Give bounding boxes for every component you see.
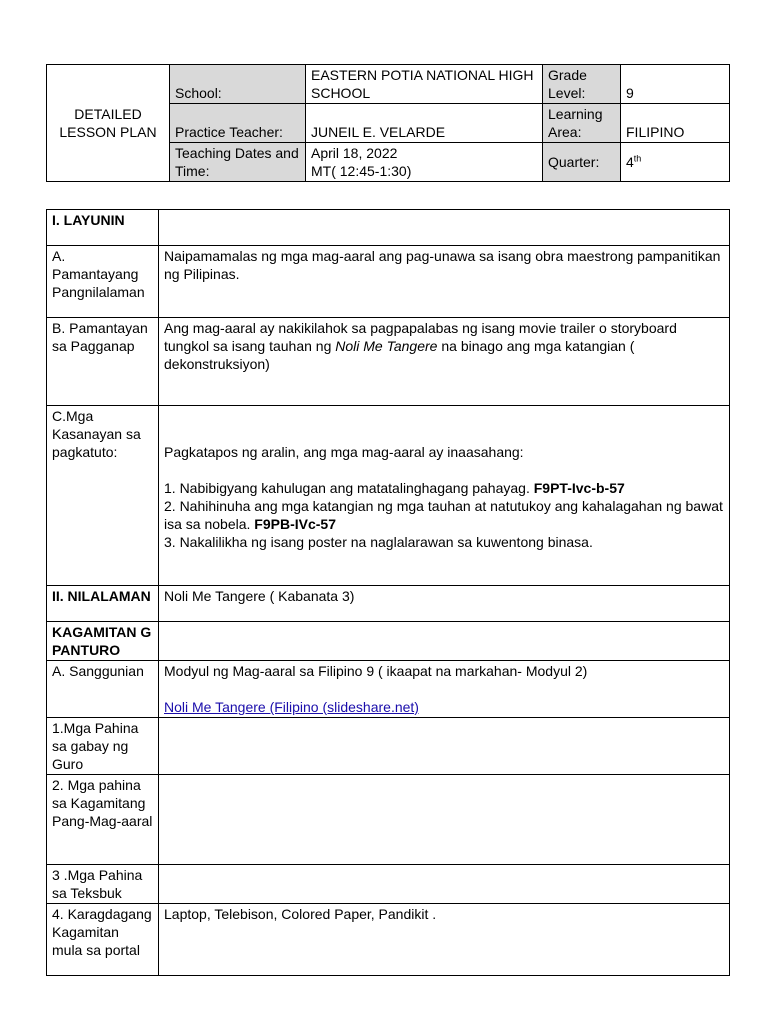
area-value: FILIPINO bbox=[621, 104, 730, 143]
kasanayan-label: C.Mga Kasanayan sa pagkatuto: bbox=[47, 406, 159, 586]
dates-value bbox=[306, 143, 543, 182]
kasanayan-value bbox=[159, 406, 730, 586]
teacher-label: Practice Teacher: bbox=[170, 104, 306, 143]
lesson-plan-table bbox=[46, 209, 730, 976]
kagamitan-label: KAGAMITAN G PANTURO bbox=[47, 622, 159, 661]
competency-code: F9PB-IVc-57 bbox=[254, 516, 336, 532]
quarter-suffix: th bbox=[633, 153, 642, 164]
competency-code: F9PT-Ivc-b-57 bbox=[533, 480, 625, 496]
pagganap-label: B. Pamantayan sa Pagganap bbox=[47, 318, 159, 406]
kagamitang-label: 2. Mga pahina sa Kagamitang Pang-Mag-aaral bbox=[47, 775, 159, 865]
dates-line1: April 18, 2022 bbox=[311, 145, 398, 161]
pagganap-post: na binago ang mga katangian ( dekonstruksiyon) bbox=[164, 338, 635, 372]
layunin-value bbox=[159, 210, 730, 246]
pagganap-title: Noli Me Tangere bbox=[335, 338, 438, 354]
quarter-label: Quarter: bbox=[543, 143, 621, 182]
teksbuk-label: 3 .Mga Pahina sa Teksbuk bbox=[47, 865, 159, 904]
sanggunian-text: Modyul ng Mag-aaral sa Filipino 9 ( ikaapat na markahan- Modyul 2) bbox=[164, 663, 588, 679]
sanggunian-label: A. Sanggunian bbox=[47, 661, 159, 718]
dates-line2: MT( 12:45-1:30) bbox=[311, 163, 412, 179]
grade-label: Grade Level: bbox=[543, 65, 621, 104]
kagamitang-value bbox=[159, 775, 730, 865]
pagganap-pre: Ang mag-aaral ay nakikilahok sa pagpapalabas ng isang movie trailer o storyboard tungkol sa isang tauhan ng bbox=[164, 320, 677, 354]
header-table bbox=[46, 64, 730, 182]
pamantayang-value: Naipamamalas ng mga mag-aaral ang pag-unawa sa isang obra maestrong pampanitikan ng Pilipinas. bbox=[159, 246, 730, 318]
kasanayan-item: 1. Nabibigyang kahulugan ang matatalinghagang pahayag. F9PT-Ivc-b-57 bbox=[164, 480, 625, 496]
kasanayan-item: 3. Nakalilikha ng isang poster na naglalarawan sa kuwentong binasa. bbox=[164, 534, 593, 550]
kagamitan-value bbox=[159, 622, 730, 661]
quarter-number: 4 bbox=[626, 154, 634, 170]
nilalaman-label: II. NILALAMAN bbox=[47, 586, 159, 622]
karagdagang-label: 4. Karagdagang Kagamitan mula sa portal bbox=[47, 904, 159, 976]
doc-title: DETAILED LESSON PLAN bbox=[47, 65, 170, 182]
teacher-value: JUNEIL E. VELARDE bbox=[306, 104, 543, 143]
quarter-value bbox=[621, 143, 730, 182]
nilalaman-value: Noli Me Tangere ( Kabanata 3) bbox=[159, 586, 730, 622]
pamantayang-label: A. Pamantayang Pangnilalaman bbox=[47, 246, 159, 318]
gabay-value bbox=[159, 718, 730, 775]
sanggunian-link[interactable]: Noli Me Tangere (Filipino (slideshare.net) bbox=[164, 699, 419, 715]
sanggunian-value bbox=[159, 661, 730, 718]
area-label: Learning Area: bbox=[543, 104, 621, 143]
kasanayan-item: 2. Nahihinuha ang mga katangian ng mga tauhan at natutukoy ang kahalagahan ng bawat isa sa nobela. F9PB-IVc-57 bbox=[164, 498, 723, 532]
kasanayan-intro: Pagkatapos ng aralin, ang mga mag-aaral ay inaasahang: bbox=[164, 444, 524, 460]
grade-value: 9 bbox=[621, 65, 730, 104]
gabay-label: 1.Mga Pahina sa gabay ng Guro bbox=[47, 718, 159, 775]
dates-label: Teaching Dates and Time: bbox=[170, 143, 306, 182]
school-label: School: bbox=[170, 65, 306, 104]
school-value: EASTERN POTIA NATIONAL HIGH SCHOOL bbox=[306, 65, 543, 104]
layunin-label: I. LAYUNIN bbox=[47, 210, 159, 246]
teksbuk-value bbox=[159, 865, 730, 904]
pagganap-value bbox=[159, 318, 730, 406]
karagdagang-value: Laptop, Telebison, Colored Paper, Pandikit . bbox=[159, 904, 730, 976]
